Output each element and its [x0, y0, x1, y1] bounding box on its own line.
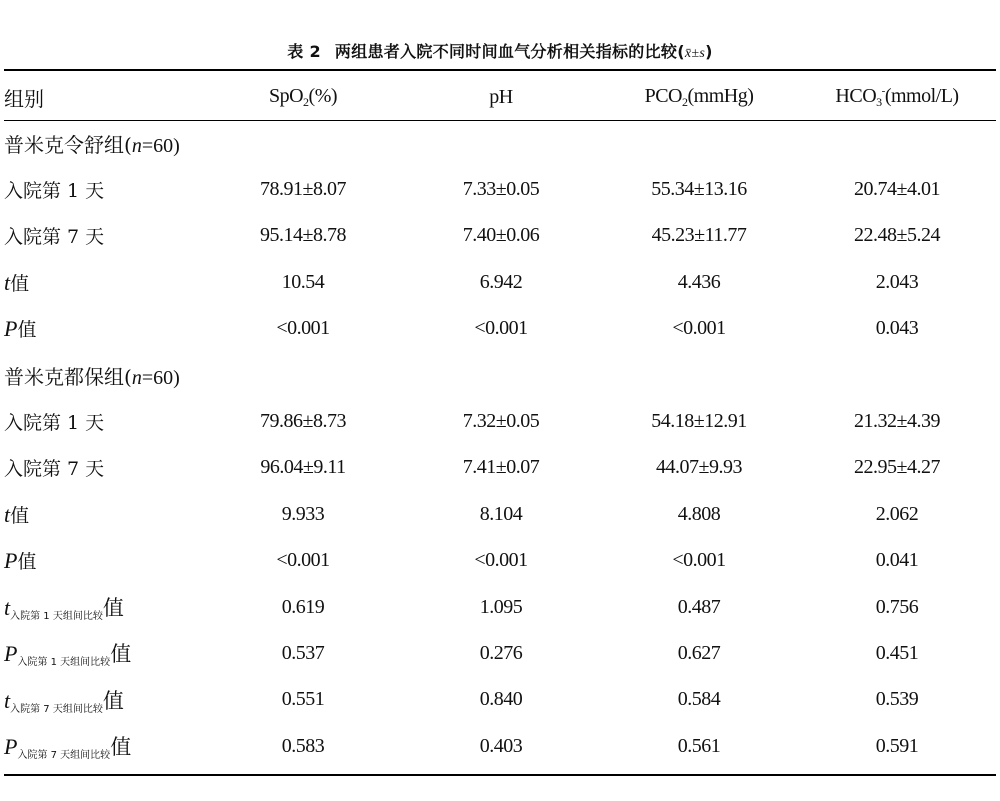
header-hco3: $HCO_3^-(mmol/L)$ [835, 84, 959, 109]
table-cell: 0.043 [875, 317, 919, 340]
table-cell: 7.41±0.07 [462, 456, 540, 479]
table-cell: 0.551 [281, 688, 325, 711]
table-cell: 0.451 [875, 641, 919, 664]
table-cell: 0.627 [677, 641, 721, 664]
group-title: 普米克令舒组(n=60) [4, 132, 180, 157]
row-label: 入院第 7 天 [4, 458, 105, 481]
table-title-close: ) [705, 42, 713, 61]
table-cell: 7.33±0.05 [462, 178, 540, 201]
table-cell: 0.584 [677, 688, 721, 711]
table-row [4, 166, 996, 212]
group-header-row [4, 120, 996, 166]
table-title: 两组患者入院不同时间血气分析相关指标的比较( [334, 42, 685, 61]
table-row [4, 538, 996, 584]
table-row [4, 213, 996, 259]
table-cell: 7.32±0.05 [462, 410, 540, 433]
row-label: $t_{入院第 1 天组间比较}$值 [4, 595, 124, 623]
row-label: $P_{入院第 1 天组间比较}$值 [4, 641, 132, 669]
row-label: 入院第 7 天 [4, 226, 105, 249]
table-cell: 10.54 [281, 270, 325, 293]
table-cell: 0.276 [479, 641, 523, 664]
stat-subscript: 入院第 1 天组间比较 [17, 657, 111, 669]
table-stat-notation: x̄±s [684, 46, 706, 61]
table-cell: 8.104 [479, 502, 523, 525]
table-cell: 0.561 [677, 734, 721, 757]
row-label: 入院第 1 天 [4, 412, 105, 435]
comparison-row [4, 584, 996, 630]
stat-symbol: t [4, 269, 11, 295]
top-rule [4, 69, 996, 71]
stat-subscript: 入院第 7 天组间比较 [10, 703, 103, 715]
table-cell: 0.756 [875, 595, 919, 618]
stat-symbol: P [4, 641, 18, 667]
header-spo2: SpO$_2$(%) [268, 84, 338, 109]
table-cell: 0.403 [479, 734, 523, 757]
stat-symbol: t [4, 687, 11, 713]
table-number: 表 2 [287, 42, 321, 61]
table-cell: 0.537 [281, 641, 325, 664]
comparison-row [4, 723, 996, 769]
table-cell: 2.043 [875, 270, 919, 293]
table-row [4, 491, 996, 537]
comparison-table [4, 74, 996, 769]
table-cell: <0.001 [474, 317, 528, 340]
stat-symbol: t [4, 501, 11, 527]
stat-subscript: 入院第 1 天组间比较 [10, 611, 103, 623]
row-label: t值 [4, 269, 30, 295]
table-cell: 1.095 [479, 595, 523, 618]
table-cell: <0.001 [276, 549, 330, 572]
row-label: P值 [4, 316, 37, 342]
stat-symbol: P [4, 316, 18, 342]
stat-symbol: P [4, 548, 18, 574]
table-cell: 2.062 [875, 502, 919, 525]
table-cell: 4.436 [677, 270, 721, 293]
comparison-row [4, 677, 996, 723]
header-row [4, 74, 996, 120]
row-label: t值 [4, 501, 30, 527]
table-cell: 96.04±9.11 [260, 456, 346, 479]
table-cell: 0.583 [281, 734, 325, 757]
group-title: 普米克都保组(n=60) [4, 364, 180, 389]
table-cell: 20.74±4.01 [854, 178, 940, 201]
table-cell: 22.48±5.24 [854, 224, 940, 247]
group-header-row [4, 352, 996, 398]
table-cell: 9.933 [281, 502, 325, 525]
table-cell: 7.40±0.06 [462, 224, 540, 247]
table-cell: 54.18±12.91 [651, 410, 747, 433]
table-cell: 55.34±13.16 [651, 178, 747, 201]
table-cell: 78.91±8.07 [260, 178, 346, 201]
table-cell: 0.840 [479, 688, 523, 711]
table-row [4, 398, 996, 444]
table-row [4, 306, 996, 352]
table-cell: <0.001 [474, 549, 528, 572]
comparison-row [4, 630, 996, 676]
stat-symbol: t [4, 595, 11, 621]
table-cell: 0.591 [875, 734, 919, 757]
table-cell: 22.95±4.27 [854, 456, 940, 479]
table-cell: 45.23±11.77 [651, 224, 747, 247]
table-cell: <0.001 [276, 317, 330, 340]
stat-subscript: 入院第 7 天组间比较 [17, 750, 111, 762]
table-cell: 21.32±4.39 [854, 410, 940, 433]
table-body [4, 120, 996, 769]
table-caption [0, 39, 1000, 62]
table-cell: 95.14±8.78 [260, 224, 346, 247]
table-cell: 0.041 [875, 549, 919, 572]
table-cell: 0.487 [677, 595, 721, 618]
table-cell: 44.07±9.93 [656, 456, 742, 479]
table-cell: <0.001 [672, 317, 726, 340]
table-row [4, 445, 996, 491]
table-cell: 0.619 [281, 595, 325, 618]
header-pco2: $PCO_2(mmHg)$ [644, 84, 754, 109]
table-cell: <0.001 [672, 549, 726, 572]
row-label: $t_{入院第 7 天组间比较}$值 [4, 687, 124, 715]
table-cell: 4.808 [677, 502, 721, 525]
bottom-rule [4, 774, 996, 776]
header-ph: pH [489, 85, 513, 108]
header-group: 组别 [4, 86, 44, 111]
row-label: 入院第 1 天 [4, 180, 105, 203]
table-row [4, 259, 996, 305]
row-label: P值 [4, 548, 37, 574]
row-label: $P_{入院第 7 天组间比较}$值 [4, 734, 132, 762]
table-cell: 6.942 [479, 270, 523, 293]
stat-symbol: P [4, 734, 18, 760]
table-cell: 0.539 [875, 688, 919, 711]
table-cell: 79.86±8.73 [260, 410, 346, 433]
